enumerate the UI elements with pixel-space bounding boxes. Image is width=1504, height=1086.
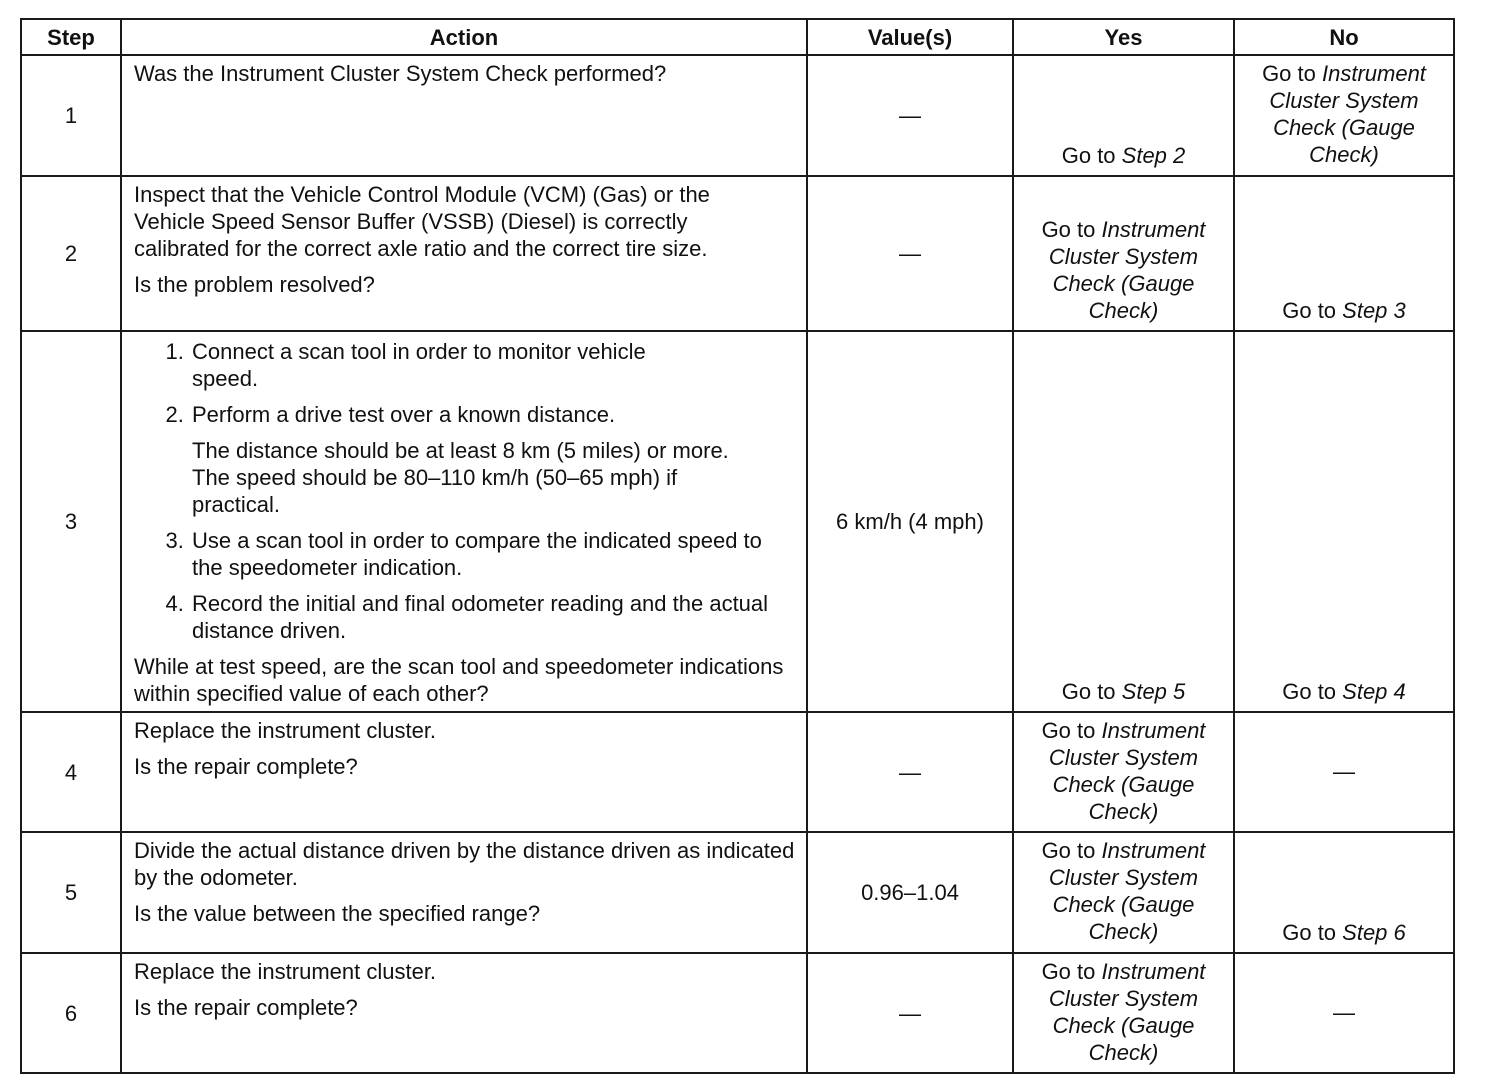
action-question: While at test speed, are the scan tool and speedometer indications within specified value of each other? (134, 654, 784, 706)
procedure-note: The distance should be at least 8 km (5 miles) or more. The speed should be 80–110 km/h (50–65 mph) if practical. (192, 438, 729, 517)
value-cell: — (807, 176, 1013, 331)
no-cell (1234, 55, 1454, 176)
header-step: Step (21, 19, 121, 55)
procedure-step: 3. Use a scan tool in order to compare the indicated speed to the speedometer indication. (190, 527, 798, 581)
yes-cell (1013, 331, 1234, 712)
value-cell: 6 km/h (4 mph) (807, 331, 1013, 712)
step-link[interactable]: Step 3 (1342, 298, 1406, 323)
step-number: 1 (21, 55, 121, 176)
action-cell (121, 331, 807, 712)
value-cell: — (807, 712, 1013, 832)
step-link[interactable]: Step 5 (1121, 679, 1186, 704)
procedure-link[interactable]: Instrument Cluster System Check (Gauge Check) (1048, 838, 1206, 944)
go-to-text: Go to (1282, 920, 1343, 945)
yes-cell (1013, 832, 1234, 953)
table-row (21, 331, 1454, 712)
action-text: Replace the instrument cluster. (134, 959, 437, 984)
step-link[interactable]: Step 4 (1342, 679, 1406, 704)
table-row (21, 55, 1454, 176)
header-yes: Yes (1013, 19, 1234, 55)
no-cell (1234, 176, 1454, 331)
go-to-text: Go to (1061, 679, 1122, 704)
go-to-text: Go to (1282, 679, 1343, 704)
step-number: 2 (21, 176, 121, 331)
value-cell: — (807, 55, 1013, 176)
action-question: Is the repair complete? (134, 754, 358, 779)
action-text: Was the Instrument Cluster System Check performed? (134, 61, 667, 86)
header-row (21, 19, 1454, 55)
go-to-text: Go to (1041, 838, 1102, 863)
action-text: Inspect that the Vehicle Control Module (VCM) (Gas) or the Vehicle Speed Sensor Buffer (VSSB) (Diesel) is correctly calibrated for the correct axle ratio and the correct tire size. (134, 182, 710, 261)
step-link[interactable]: Step 6 (1342, 920, 1406, 945)
header-no: No (1234, 19, 1454, 55)
value-cell: 0.96–1.04 (807, 832, 1013, 953)
value-cell: — (807, 953, 1013, 1073)
yes-cell (1013, 55, 1234, 176)
action-cell (121, 953, 807, 1073)
header-values: Value(s) (807, 19, 1013, 55)
procedure-link[interactable]: Instrument Cluster System Check (Gauge Check) (1269, 61, 1426, 167)
step-number: 5 (21, 832, 121, 953)
action-cell (121, 176, 807, 331)
go-to-text: Go to (1041, 217, 1102, 242)
action-question: Is the problem resolved? (134, 272, 375, 297)
no-cell: — (1234, 953, 1454, 1073)
action-question: Is the value between the specified range? (134, 901, 541, 926)
diagnostic-table (20, 18, 1455, 1074)
yes-cell (1013, 712, 1234, 832)
step-link[interactable]: Step 2 (1121, 143, 1186, 168)
procedure-link[interactable]: Instrument Cluster System Check (Gauge Check) (1048, 718, 1206, 824)
go-to-text: Go to (1061, 143, 1122, 168)
procedure-link[interactable]: Instrument Cluster System Check (Gauge Check) (1048, 959, 1206, 1065)
action-cell (121, 832, 807, 953)
go-to-text: Go to (1262, 61, 1322, 86)
go-to-text: Go to (1041, 959, 1102, 984)
table-row (21, 832, 1454, 953)
table-row (21, 176, 1454, 331)
procedure-step: 4. Record the initial and final odometer reading and the actual distance driven. (190, 590, 798, 644)
yes-cell (1013, 176, 1234, 331)
action-text: Replace the instrument cluster. (134, 718, 437, 743)
action-cell (121, 712, 807, 832)
action-cell (121, 55, 807, 176)
table-row (21, 953, 1454, 1073)
go-to-text: Go to (1041, 718, 1102, 743)
step-number: 3 (21, 331, 121, 712)
header-action: Action (121, 19, 807, 55)
table-row (21, 712, 1454, 832)
no-cell (1234, 331, 1454, 712)
yes-cell (1013, 953, 1234, 1073)
no-cell (1234, 832, 1454, 953)
procedure-step: 1. Connect a scan tool in order to monitor vehicle speed. (190, 338, 798, 392)
action-text: Divide the actual distance driven by the distance driven as indicated by the odometer. (134, 838, 795, 890)
step-number: 6 (21, 953, 121, 1073)
action-question: Is the repair complete? (134, 995, 358, 1020)
no-cell: — (1234, 712, 1454, 832)
procedure-step: 2. Perform a drive test over a known distance. The distance should be at least 8 km (5 miles) or more. The speed should be 80–110 km/h (50–65 mph) if practical. (190, 401, 798, 518)
procedure-link[interactable]: Instrument Cluster System Check (Gauge Check) (1048, 217, 1206, 323)
step-number: 4 (21, 712, 121, 832)
procedure-list (134, 338, 798, 644)
go-to-text: Go to (1282, 298, 1343, 323)
